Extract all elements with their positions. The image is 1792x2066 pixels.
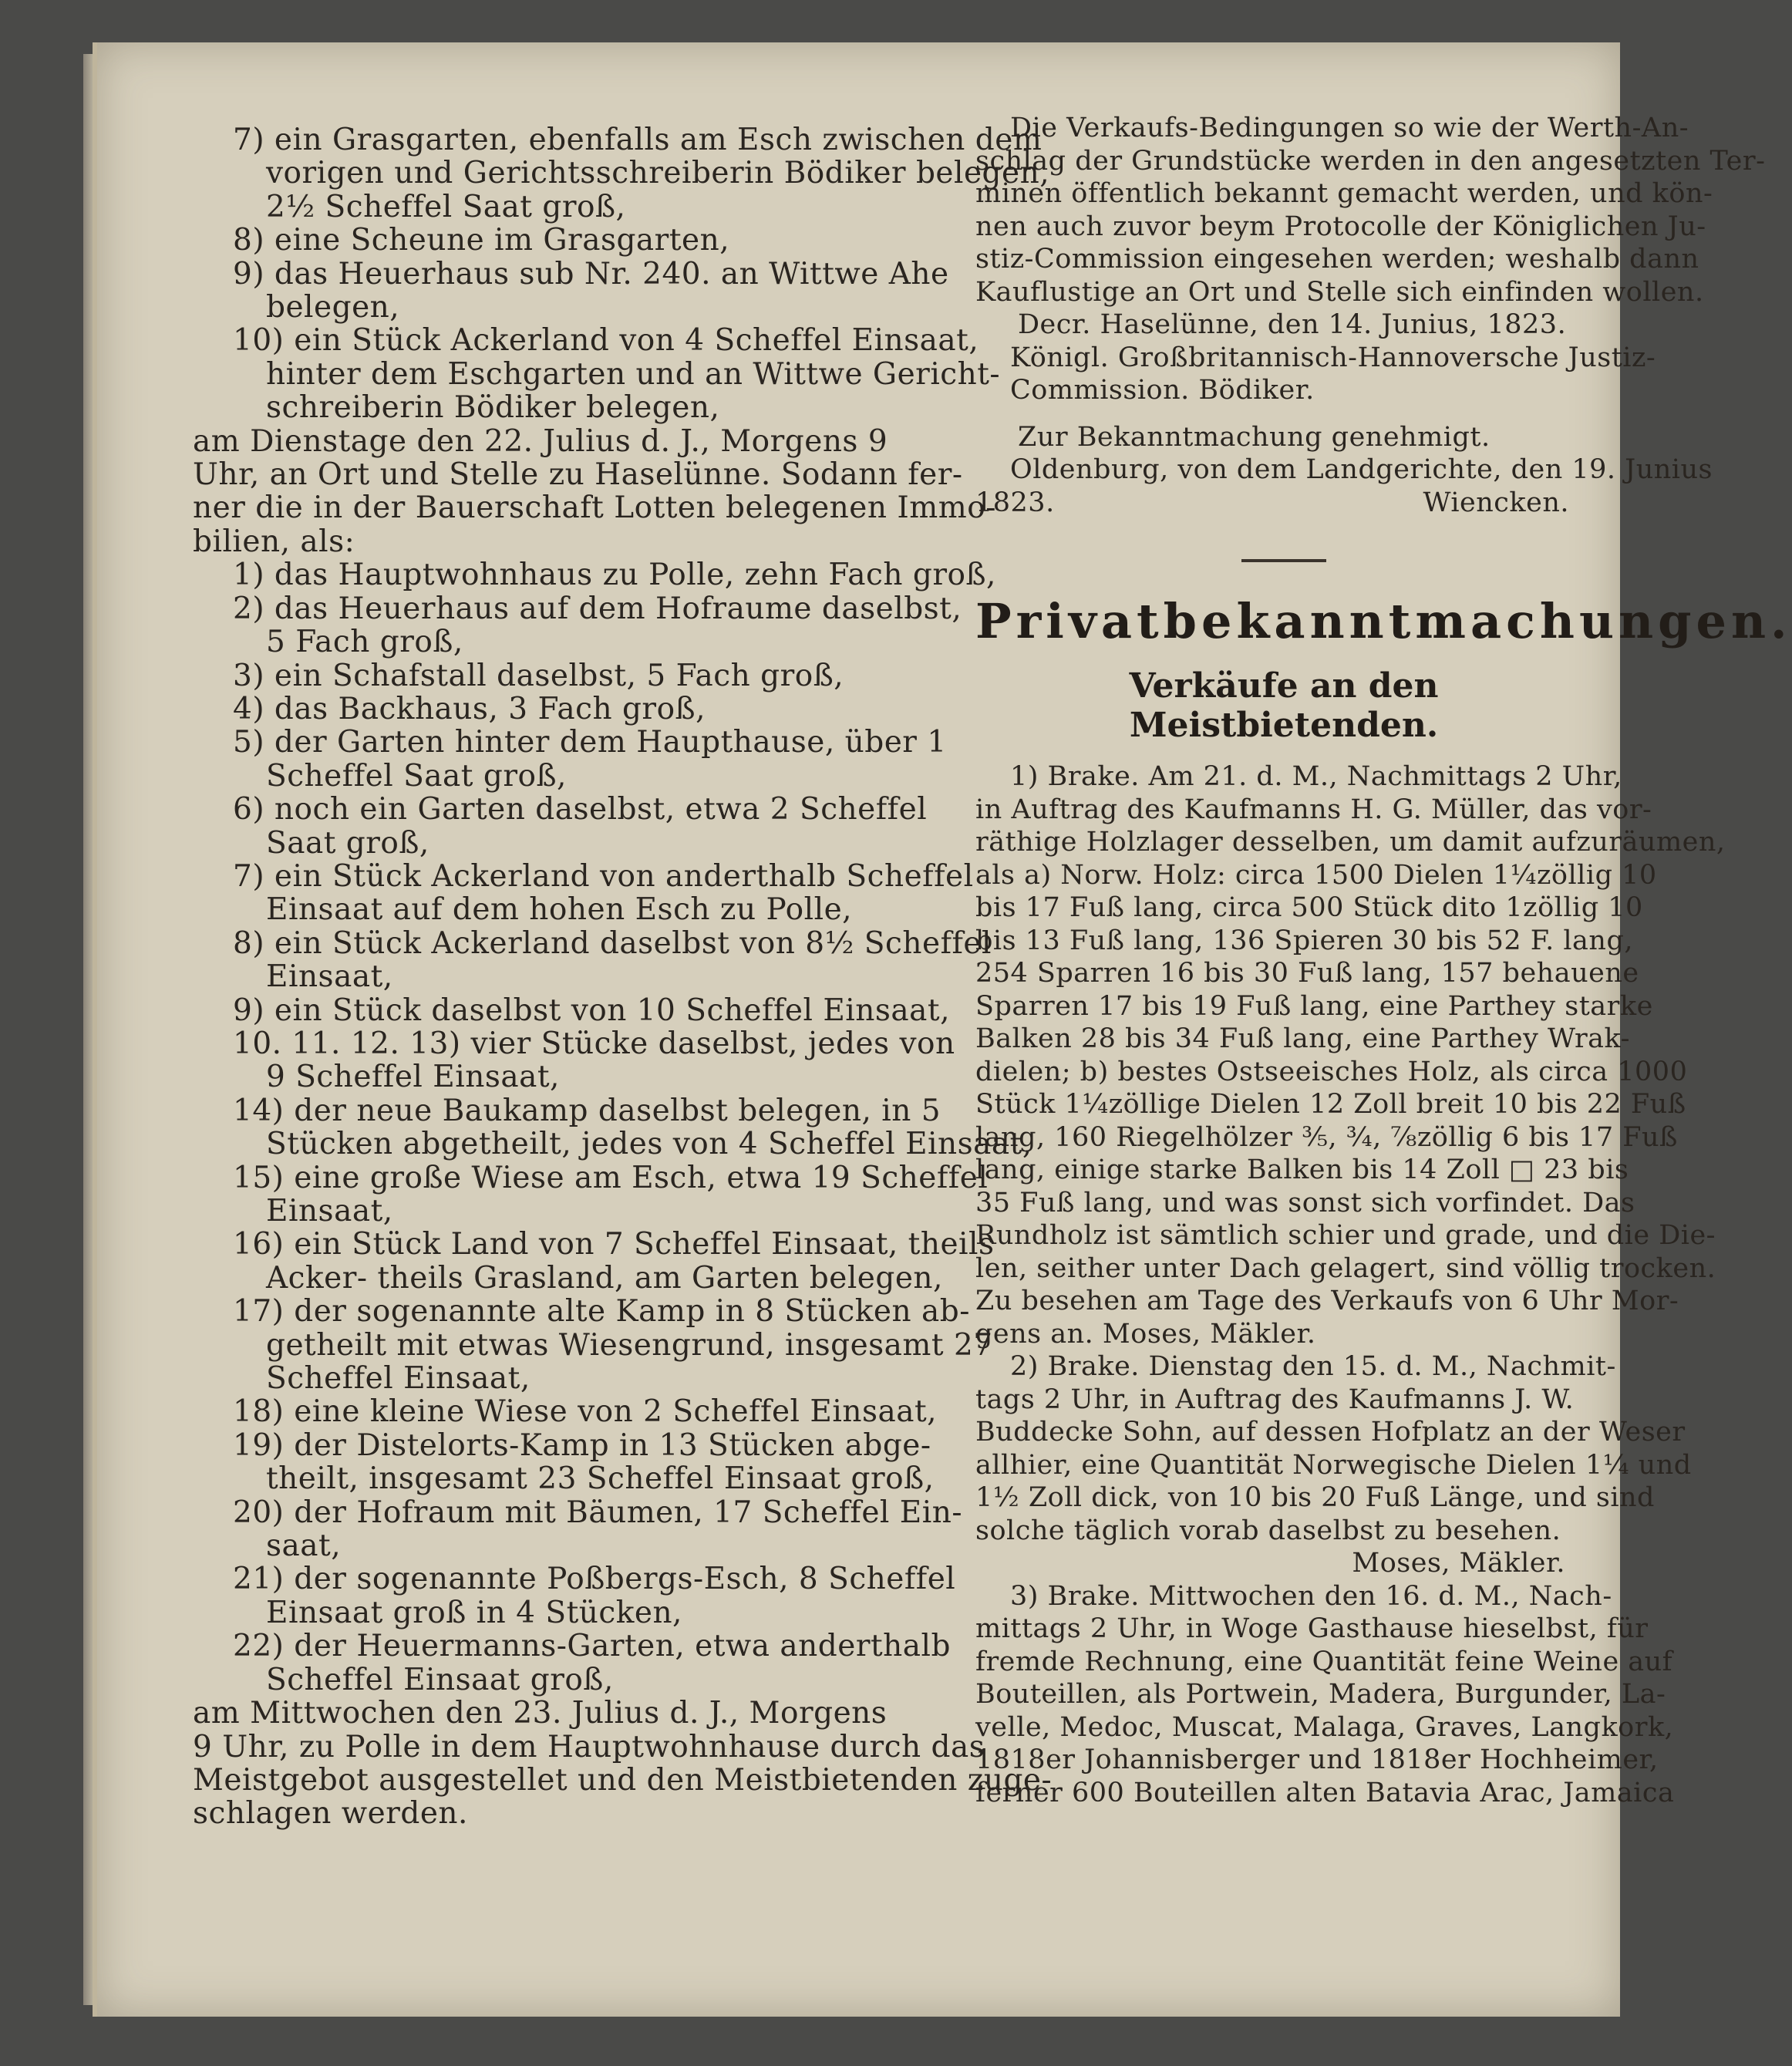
text-line: Meistgebot ausgestellet und den Meistbietenden zuge-: [193, 1762, 1053, 1798]
text-line: Uhr, an Ort und Stelle zu Haselünne. Sodann fer-: [193, 457, 963, 493]
text-line: ner die in der Bauerschaft Lotten belegenen Immo-: [193, 490, 996, 526]
text-line: 2½ Scheffel Saat groß,: [266, 189, 626, 224]
approval-line: Zur Bekanntmachung genehmigt.: [1018, 421, 1491, 453]
text-line: Commission. Bödiker.: [1010, 375, 1315, 406]
text-line: Acker- theils Grasland, am Garten belegen,: [266, 1260, 943, 1296]
text-line: schlag der Grundstücke werden in den angesetzten Ter-: [975, 145, 1766, 177]
sale-conditions-block: [975, 112, 1766, 407]
text-line: Einsaat auf dem hohen Esch zu Polle,: [266, 892, 853, 928]
text-line: 14) der neue Baukamp daselbst belegen, in 5: [233, 1093, 941, 1128]
text-line: allhier, eine Quantität Norwegische Dielen 1¼ und: [975, 1449, 1692, 1481]
text-line: Stücken abgetheilt, jedes von 4 Scheffel Einsaat,: [266, 1127, 1032, 1162]
section-subheading: Verkäufe an den Meistbietenden.: [1129, 666, 1439, 745]
text-line: 254 Sparren 16 bis 30 Fuß lang, 157 behauene: [975, 958, 1639, 989]
text-line: solche täglich vorab daselbst zu besehen.: [975, 1515, 1561, 1546]
text-line: 21) der sogenannte Poßbergs-Esch, 8 Scheffel: [233, 1562, 956, 1597]
text-line: 19) der Distelorts-Kamp in 13 Stücken abge-: [233, 1427, 931, 1463]
text-line: 10. 11. 12. 13) vier Stücke daselbst, jedes von: [233, 1026, 955, 1061]
text-line: 5 Fach groß,: [266, 625, 463, 660]
text-line: 35 Fuß lang, und was sonst sich vorfindet. Das: [975, 1187, 1635, 1218]
text-line: Sparren 17 bis 19 Fuß lang, eine Parthey starke: [975, 990, 1653, 1022]
text-line: als a) Norw. Holz: circa 1500 Dielen 1¼zöllig 10: [975, 859, 1657, 891]
right-column: [975, 112, 1792, 1809]
text-line: Einsaat,: [266, 1194, 393, 1228]
text-line: 1½ Zoll dick, von 10 bis 20 Fuß Länge, und sind: [975, 1482, 1655, 1513]
text-line: Balken 28 bis 34 Fuß lang, eine Parthey Wrak-: [975, 1023, 1630, 1054]
text-line: Königl. Großbritannisch-Hannoversche Justiz-: [1010, 342, 1656, 373]
text-line: bis 17 Fuß lang, circa 500 Stück dito 1zöllig 10: [975, 892, 1643, 923]
text-line: 15) eine große Wiese am Esch, etwa 19 Scheffel: [233, 1160, 989, 1195]
text-line: 2) Brake. Dienstag den 15. d. M., Nachmit-: [1010, 1351, 1616, 1382]
text-line: lang, 160 Riegelhölzer ⅗, ¾, ⅞zöllig 6 bis 17 Fuß: [975, 1121, 1678, 1153]
text-line: Kauflustige an Ort und Stelle sich einfinden wollen.: [975, 276, 1704, 308]
approval-signature: Wiencken.: [1423, 487, 1569, 518]
text-line: 18) eine kleine Wiese von 2 Scheffel Einsaat,: [233, 1394, 938, 1430]
text-line: bilien, als:: [193, 524, 355, 559]
text-line: 9 Scheffel Einsaat,: [266, 1060, 560, 1095]
approval-year-signature: [975, 487, 1592, 520]
text-line: getheilt mit etwas Wiesengrund, insgesamt 27: [266, 1327, 993, 1363]
text-line: 16) ein Stück Land von 7 Scheffel Einsaat, theils: [233, 1227, 995, 1262]
text-line: 9 Uhr, zu Polle in dem Hauptwohnhause durch das: [193, 1729, 985, 1764]
text-line: theilt, insgesamt 23 Scheffel Einsaat groß,: [266, 1461, 935, 1497]
text-line: 9) das Heuerhaus sub Nr. 240. an Wittwe Ahe: [233, 256, 949, 292]
text-line: schlagen werden.: [193, 1796, 468, 1832]
text-line: Scheffel Saat groß,: [266, 758, 567, 794]
text-line: nen auch zuvor beym Protocolle der Königlichen Ju-: [975, 211, 1706, 242]
approval-place-date: Oldenburg, von dem Landgerichte, den 19. Junius: [1010, 454, 1713, 485]
text-line: 4) das Backhaus, 3 Fach groß,: [233, 691, 706, 726]
text-line: Bouteillen, als Portwein, Madera, Burgunder, La-: [975, 1679, 1666, 1710]
text-line: Saat groß,: [266, 825, 429, 861]
text-line: mittags 2 Uhr, in Woge Gasthause hieselbst, für: [975, 1613, 1649, 1644]
text-line: dielen; b) bestes Ostseeisches Holz, als circa 1000: [975, 1056, 1688, 1087]
text-line: Rundholz ist sämtlich schier und grade, und die Die-: [975, 1220, 1716, 1251]
text-line: Zu besehen am Tage des Verkaufs von 6 Uhr Mor-: [975, 1286, 1679, 1316]
approval-year: 1823.: [975, 487, 1055, 518]
text-line: Die Verkaufs-Bedingungen so wie der Werth-An-: [1010, 113, 1689, 143]
text-line: am Dienstage den 22. Julius d. J., Morgens 9: [193, 423, 888, 459]
text-line: stiz-Commission eingesehen werden; weshalb dann: [975, 244, 1699, 275]
text-line: fremde Rechnung, eine Quantität feine Weine auf: [975, 1646, 1673, 1677]
text-line: 3) Brake. Mittwochen den 16. d. M., Nach-: [1010, 1580, 1612, 1612]
text-line: räthige Holzlager desselben, um damit aufzuräumen,: [975, 827, 1726, 858]
text-line: Decr. Haselünne, den 14. Junius, 1823.: [1018, 309, 1567, 340]
text-line: saat,: [266, 1528, 342, 1564]
text-line: 8) eine Scheune im Grasgarten,: [233, 223, 730, 258]
text-line: belegen,: [266, 290, 400, 325]
section-heading: Privatbekanntmachungen.: [975, 593, 1792, 649]
text-line: len, seither unter Dach gelagert, sind völlig trocken.: [975, 1252, 1716, 1284]
text-line: Scheffel Einsaat,: [266, 1361, 531, 1397]
text-line: schreiberin Bödiker belegen,: [266, 390, 720, 426]
text-line: hinter dem Eschgarten und an Wittwe Gericht-: [266, 356, 1001, 392]
text-line: 5) der Garten hinter dem Haupthause, über 1: [233, 725, 947, 760]
text-line: am Mittwochen den 23. Julius d. J., Morgens: [193, 1696, 888, 1731]
text-line: minen öffentlich bekannt gemacht werden, und kön-: [975, 178, 1713, 209]
text-line: in Auftrag des Kaufmanns H. G. Müller, das vor-: [975, 794, 1652, 825]
text-line: 9) ein Stück daselbst von 10 Scheffel Einsaat,: [233, 993, 950, 1028]
text-line: 20) der Hofraum mit Bäumen, 17 Scheffel Ein-: [233, 1495, 963, 1530]
text-line: bis 13 Fuß lang, 136 Spieren 30 bis 52 F. lang,: [975, 925, 1633, 956]
text-line: 6) noch ein Garten daselbst, etwa 2 Scheffel: [233, 792, 928, 827]
text-line: Buddecke Sohn, auf dessen Hofplatz an der Weser: [975, 1417, 1686, 1448]
text-line: 7) ein Grasgarten, ebenfalls am Esch zwischen dem: [233, 123, 1043, 157]
text-line: velle, Medoc, Muscat, Malaga, Graves, Langkork,: [975, 1711, 1674, 1743]
text-line: ferner 600 Bouteillen alten Batavia Arac, Jamaica: [975, 1777, 1675, 1808]
text-line: Einsaat,: [266, 959, 393, 995]
text-line: Einsaat groß in 4 Stücken,: [266, 1595, 682, 1630]
section-divider: [1241, 559, 1326, 562]
text-line: 7) ein Stück Ackerland von anderthalb Scheffel: [233, 858, 974, 894]
auction-notices: [975, 760, 1726, 1809]
text-line: 1) Brake. Am 21. d. M., Nachmittags 2 Uhr,: [1010, 761, 1622, 792]
text-line: 2) das Heuerhaus auf dem Hofraume daselbst,: [233, 591, 962, 626]
text-line: 3) ein Schafstall daselbst, 5 Fach groß,: [233, 658, 844, 693]
text-line: 1) das Hauptwohnhaus zu Polle, zehn Fach groß,: [233, 558, 996, 593]
text-line: tags 2 Uhr, in Auftrag des Kaufmanns J. W.: [975, 1384, 1575, 1415]
text-line: 22) der Heuermanns-Garten, etwa anderthalb: [233, 1629, 951, 1664]
text-line: Stück 1¼zöllige Dielen 12 Zoll breit 10 bis 22 Fuß: [975, 1089, 1686, 1120]
text-line: 17) der sogenannte alte Kamp in 8 Stücken ab-: [233, 1294, 970, 1330]
text-line: Moses, Mäkler.: [1352, 1548, 1565, 1579]
text-line: Scheffel Einsaat groß,: [266, 1662, 614, 1697]
text-line: gens an. Moses, Mäkler.: [975, 1318, 1316, 1350]
text-line: lang, einige starke Balken bis 14 Zoll □ 23 bis: [975, 1154, 1629, 1185]
text-line: 1818er Johannisberger und 1818er Hochheimer,: [975, 1744, 1659, 1775]
text-line: 8) ein Stück Ackerland daselbst von 8½ Scheffel: [233, 925, 992, 961]
text-line: 10) ein Stück Ackerland von 4 Scheffel Einsaat,: [233, 323, 979, 359]
text-line: vorigen und Gerichtsschreiberin Bödiker belegen,: [266, 156, 1050, 191]
